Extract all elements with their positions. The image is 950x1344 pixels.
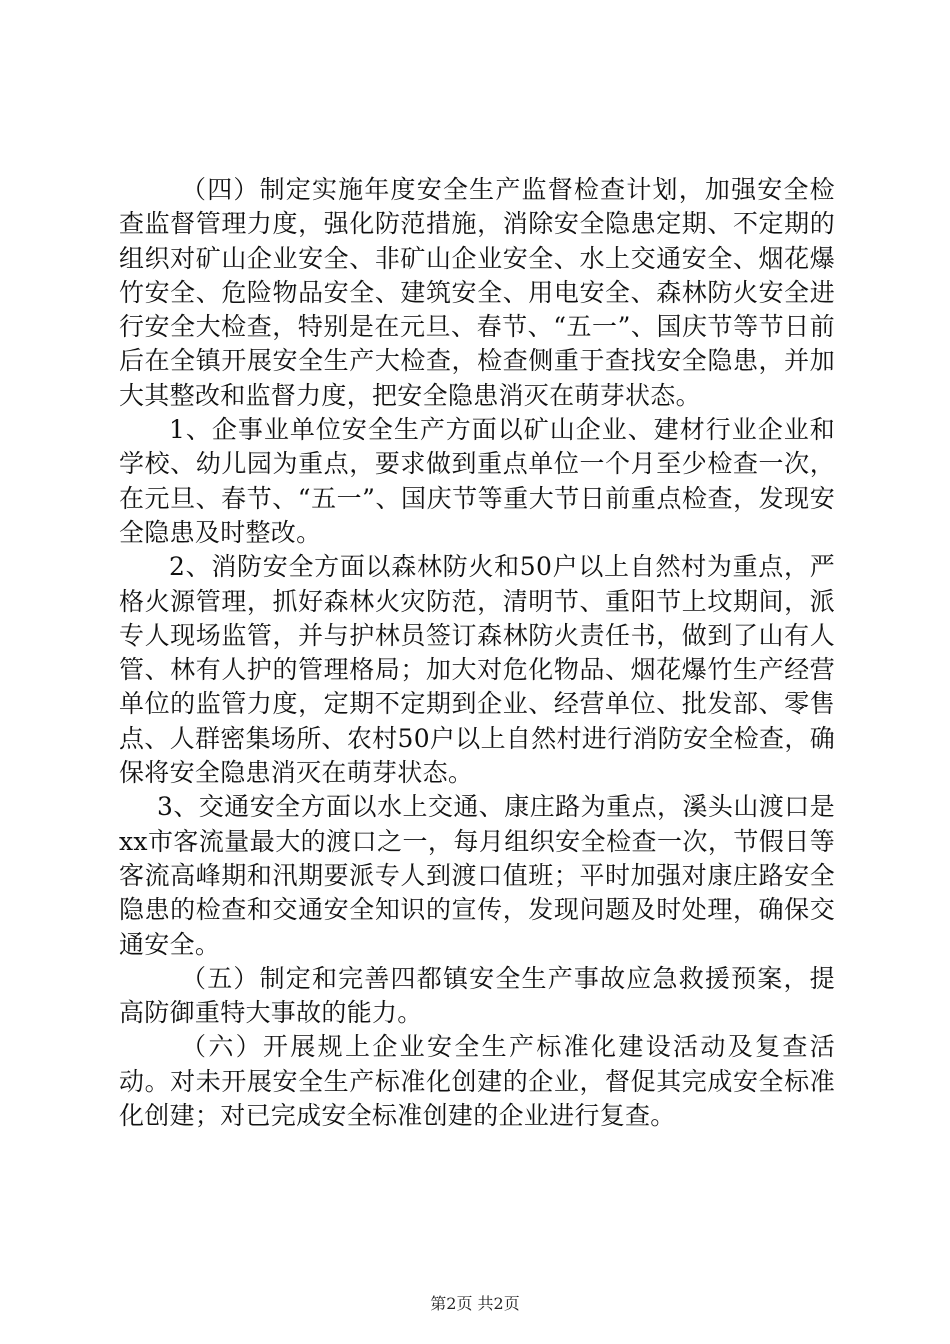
paragraph-section-5: （五）制定和完善四都镇安全生产事故应急救援预案，提高防御重特大事故的能力。	[119, 963, 835, 1028]
page-number-footer: 第2页 共2页	[430, 1294, 520, 1313]
paragraph-item-3: 3、交通安全方面以水上交通、康庄路为重点，溪头山渡口是xx市客流量最大的渡口之一，每月组织安全检查一次，节假日等客流高峰期和汛期要派专人到渡口值班；平时加强对康庄路安全隐患的检查和交通安全知识的宣传，发现问题及时处理，确保交通安全。	[119, 792, 835, 959]
paragraph-section-4: （四）制定实施年度安全生产监督检查计划，加强安全检查监督管理力度，强化防范措施，消除安全隐患定期、不定期的组织对矿山企业安全、非矿山企业安全、水上交通安全、烟花爆竹安全、危险物品安全、建筑安全、用电安全、森林防火安全进行安全大检查，特别是在元旦、春节、“五一”、国庆节等节日前后在全镇开展安全生产大检查，检查侧重于查找安全隐患，并加大其整改和监督力度，把安全隐患消灭在萌芽状态。	[119, 175, 835, 410]
document-body	[119, 173, 835, 1133]
paragraph-item-1: 1、企事业单位安全生产方面以矿山企业、建材行业企业和学校、幼儿园为重点，要求做到重点单位一个月至少检查一次，在元旦、春节、“五一”、国庆节等重大节日前重点检查，发现安全隐患及时整改。	[119, 415, 835, 547]
paragraph-section-6: （六）开展规上企业安全生产标准化建设活动及复查活动。对未开展安全生产标准化创建的企业，督促其完成安全标准化创建；对已完成安全标准创建的企业进行复查。	[119, 1032, 835, 1131]
paragraph-item-2: 2、消防安全方面以森林防火和50户以上自然村为重点，严格火源管理，抓好森林火灾防范，清明节、重阳节上坟期间，派专人现场监管，并与护林员签订森林防火责任书，做到了山有人管、林有人护的管理格局；加大对危化物品、烟花爆竹生产经营单位的监管力度，定期不定期到企业、经营单位、批发部、零售点、人群密集场所、农村50户以上自然村进行消防安全检查，确保将安全隐患消灭在萌芽状态。	[119, 552, 835, 788]
